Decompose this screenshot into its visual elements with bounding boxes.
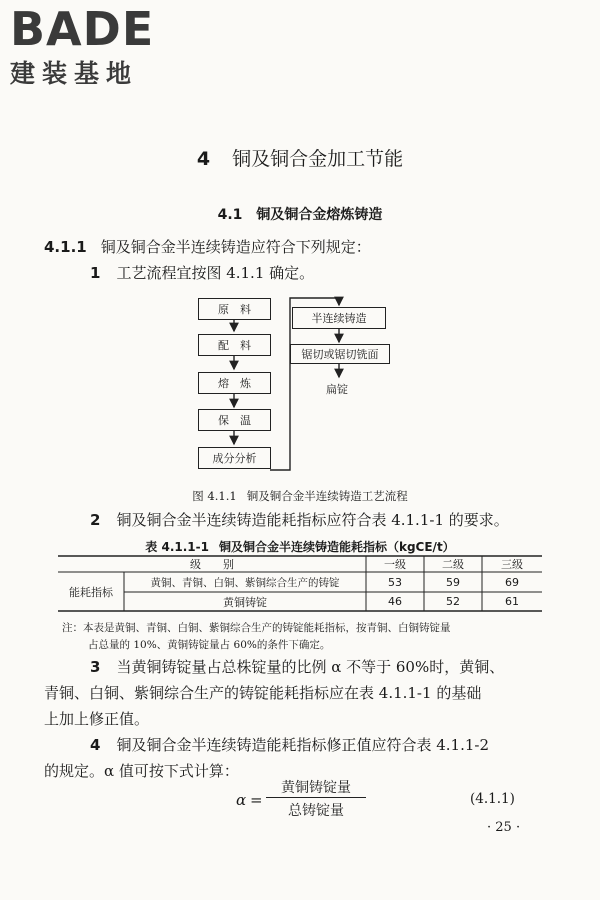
table-header-grade-2: 二级 xyxy=(442,558,464,571)
table-cell: 53 xyxy=(388,575,402,589)
brand-logo: BADE xyxy=(10,2,155,56)
clause-number: 4.1.1 xyxy=(44,238,87,256)
table-note-line-2: 占总量的 10%、黄铜铸锭量占 60%的条件下确定。 xyxy=(88,639,331,651)
item-2-number: 2 xyxy=(90,511,101,529)
section-title: 铜及铜合金熔炼铸造 xyxy=(256,207,383,223)
table-number: 表 4.1.1-1 xyxy=(145,540,209,554)
item-2-text: 铜及铜合金半连续铸造能耗指标应符合表 4.1.1-1 的要求。 xyxy=(116,511,509,529)
table-header-category: 级 别 xyxy=(190,558,234,571)
flow-step-sawing-milling: 锯切或锯切铣面 xyxy=(290,344,390,364)
flow-step-raw-material: 原 料 xyxy=(198,298,271,320)
item-3-line-3: 上加上修正值。 xyxy=(44,710,150,728)
table-row-label: 黄铜铸锭 xyxy=(223,595,267,609)
table-cell: 61 xyxy=(505,595,519,608)
item-4-line-1 xyxy=(90,738,489,753)
formula-lhs: α xyxy=(236,791,247,809)
item-3-number: 3 xyxy=(90,658,101,676)
brand-logo-subtitle: 建装基地 xyxy=(10,59,139,88)
table-cell: 69 xyxy=(505,575,519,589)
formula-numerator: 黄铜铸锭量 xyxy=(281,780,351,796)
figure-title: 铜及铜合金半连续铸造工艺流程 xyxy=(246,489,408,503)
table-header-grade-1: 一级 xyxy=(384,558,406,571)
chapter-title: 铜及铜合金加工节能 xyxy=(232,148,404,170)
flow-step-semi-continuous-casting: 半连续铸造 xyxy=(292,307,386,329)
item-1-number: 1 xyxy=(90,264,101,282)
table-cell: 46 xyxy=(388,595,402,608)
flow-step-batching: 配 料 xyxy=(198,334,271,356)
table-row-group-label: 能耗指标 xyxy=(69,585,113,599)
item-4-number: 4 xyxy=(90,736,101,754)
table-row-label: 黄铜、青铜、白铜、紫铜综合生产的铸锭 xyxy=(150,576,340,589)
item-3-line-1 xyxy=(90,660,504,675)
item-3-line-2: 青铜、白铜、紫铜综合生产的铸锭能耗指标应在表 4.1.1-1 的基础 xyxy=(44,684,482,702)
flow-step-holding: 保 温 xyxy=(198,409,271,431)
flow-step-melting: 熔 炼 xyxy=(198,372,271,394)
item-4-text: 铜及铜合金半连续铸造能耗指标修正值应符合表 4.1.1-2 xyxy=(116,736,489,754)
flow-step-composition-analysis: 成分分析 xyxy=(198,447,271,469)
formula-fraction-bar xyxy=(266,797,366,798)
table-cell: 59 xyxy=(446,575,460,589)
item-4-line-2: 的规定。α 值可按下式计算： xyxy=(44,762,239,780)
figure-number: 图 4.1.1 xyxy=(192,489,237,503)
formula-number: (4.1.1) xyxy=(470,791,515,807)
chapter-number: 4 xyxy=(196,148,211,170)
item-1-text: 工艺流程宜按图 4.1.1 确定。 xyxy=(116,264,315,282)
flow-output-slab: 扁锭 xyxy=(326,383,348,396)
formula-denominator: 总铸锭量 xyxy=(288,803,344,819)
table-note-line-1: 注：本表是黄铜、青铜、白铜、紫铜综合生产的铸锭能耗指标，按青铜、白铜铸锭量 xyxy=(62,622,451,634)
table-cell: 52 xyxy=(446,595,460,608)
table-header-grade-3: 三级 xyxy=(501,558,523,571)
page-number: · 25 · xyxy=(487,820,521,835)
section-number: 4.1 xyxy=(217,207,243,223)
item-3-text: 当黄铜铸锭量占总株锭量的比例 α 不等于 60%时，黄铜、 xyxy=(116,658,505,676)
formula-equals: = xyxy=(250,791,263,809)
clause-text: 铜及铜合金半连续铸造应符合下列规定： xyxy=(100,238,371,256)
table-title: 铜及铜合金半连续铸造能耗指标（kgCE/t） xyxy=(218,540,455,554)
